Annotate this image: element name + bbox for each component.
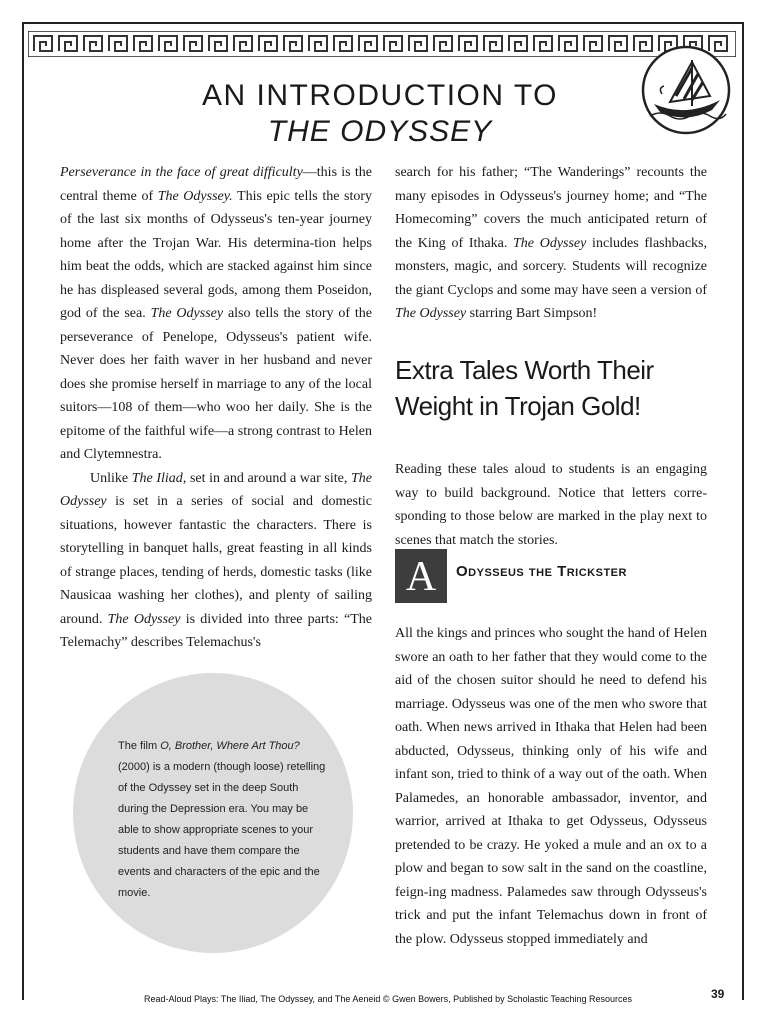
column-left [60,161,372,655]
story-title: Odysseus the Trickster [456,563,627,580]
emphasis: The Odyssey [395,306,467,321]
section-heading: Extra Tales Worth Their Weight in Trojan Gold! [395,355,654,421]
film-title: O, Brother, Where Art Thou? [160,740,300,752]
text: starring Bart Simpson! [466,306,598,321]
story-paragraph: All the kings and princes who sought the hand of Helen swore an oath to her father that they would come to the aid of the chosen suitor should he need to defend his marriage. Odysseus was one of the men who swore that oath. When news arrived in Ithaka that Helen had been abducted, Odysseus, thinking only of his wife and infant son, tried to think of a way out of the oath. When Palamedes, an honorable ambassador, inventor, and warrior, arrived at Ithaka to get Odysseus, Odysseus pretended to be crazy. He yoked a mule and an ox to a plow and began to sow salt in the sand on the coastline, feign-ing madness. Palamedes saw through Odysseus's trick and put the infant Telemachus down in front of the plow. Odysseus stopped immediately and [395,626,707,947]
text: —this is the central theme of [60,165,373,204]
emphasis: The Odyssey [107,611,181,627]
text: is set in a series of social and domestic situations, however fantastic the characters. There is storytelling in banquet halls, great feasting in all kinds of strange places, tending of herds, domestic tasks (like Nausicaa washing her clothes), and plenty of sailing around. [60,494,372,627]
page-title [120,78,640,150]
paragraph-2 [60,467,372,655]
emphasis: The Odyssey [150,306,224,321]
greek-key-border [28,31,736,57]
callout-text [118,736,328,904]
text: includes flashbacks, monsters, magic, and sorcery. Students will recognize the giant Cyclops and some may have seen a version of [395,235,707,298]
title-line-1: AN INTRODUCTION TO [202,79,558,112]
title-line-2: THE ODYSSEY [267,115,493,148]
footer-credit: Read-Aloud Plays: The Iliad, The Odyssey, and The Aeneid © Gwen Bowers, Published by Scholastic Teaching Resources [143,994,633,1004]
text: is divided into three parts: “The Telemachy” describes Telemachus's [60,611,372,650]
column-right [395,161,707,326]
text: search for his father; “The Wanderings” recounts the many episodes in Odysseus's journey home; and “The Homecoming” covers the much anticipated return of the King of Ithaka. [395,165,707,251]
text: , set in and around a war site, [182,470,351,486]
ship-icon [640,44,732,136]
emphasis: Perseverance in the face of great difficulty [60,165,303,180]
emphasis: The Odyssey. [157,188,233,204]
text: Unlike [90,470,132,486]
paragraph-3 [395,161,707,326]
emphasis: The Iliad [131,470,183,486]
intro-paragraph: Reading these tales aloud to students is an engaging way to build background. Notice that letters corre-sponding to those below are marked in the play next to scenes that match the stories. [395,462,707,548]
emphasis: The Odyssey [513,235,587,251]
emphasis: The Odyssey [60,470,372,509]
text: The film [118,740,161,752]
text: also tells the story of the perseverance of Penelope, Odysseus's patient wife. Never does her faith waver in her husband and never does she promise herself in marriage to any of the local suitors—108 of them—who woo her daily. She is the epitome of the faithful wife—a strong contrast to Helen and Clytemnestra. [60,306,372,462]
text: This epic tells the story of the last six months of Odysseus's ten-year journey home after the Trojan War. His determina-tion helps him beat the odds, which are stacked against him since he has displeased several gods, among them Poseidon, god of the sea. [60,188,373,321]
page-number: 39 [711,987,725,1001]
section-letter-badge: A [395,549,447,603]
text: (2000) is a modern (though loose) retelling of the Odyssey set in the deep South during the Depression era. You may be able to show appropriate scenes to your students and have them compare the events and characters of the epic and the movie. [118,761,326,899]
paragraph-1 [60,161,372,467]
